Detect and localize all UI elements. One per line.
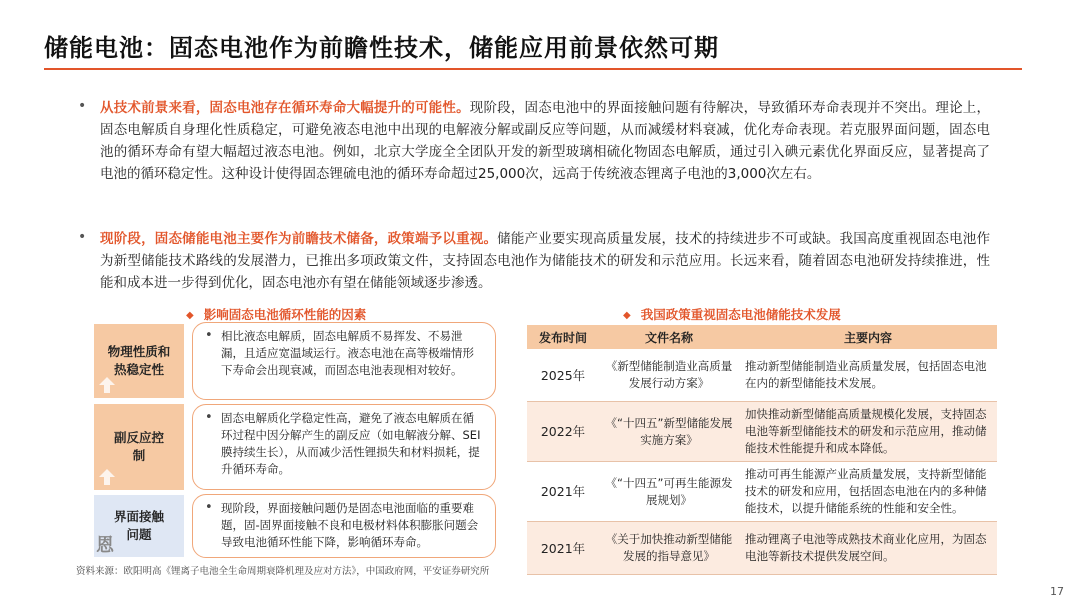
- table-row: 2021年 《“十四五”可再生能源发展规划》 推动可再生能源产业高质量发展，支持新型储能技术的研发和应用，包括固态电池在内的多种储能技术，以提升储能系统的性能和安全性。: [527, 462, 997, 522]
- right-section-title: ◆ 我国政策重视固态电池储能技术发展: [623, 307, 841, 322]
- paragraph-1-lead: 从技术前景来看，固态电池存在循环寿命大幅提升的可能性。: [100, 100, 470, 116]
- table-header: 文件名称: [599, 325, 739, 349]
- source-note: 资料来源：欧阳明高《锂离子电池全生命周期衰降机理及应对方法》，中国政府网，平安证券研究所: [76, 566, 490, 577]
- paragraph-1: [100, 97, 990, 185]
- factor-category-2: 副反应控制: [94, 404, 184, 490]
- factor-category-3: 界面接触问题 恩: [94, 495, 184, 557]
- title-divider: [44, 68, 1022, 70]
- table-row: 2021年 《关于加快推动新型储能发展的指导意见》 推动锂离子电池等成熟技术商业化应用，为固态电池等新技术提供发展空间。: [527, 522, 997, 575]
- diamond-icon: ◆: [623, 310, 631, 321]
- bullet-icon: •: [78, 229, 87, 245]
- bullet-icon: •: [78, 98, 87, 114]
- factor-description-2: • 固态电解质化学稳定性高，避免了液态电解质在循环过程中因分解产生的副反应（如电解液分解、SEI膜持续生长），从而减少活性锂损失和材料损耗，提升循环寿命。: [192, 404, 496, 490]
- policy-table: [527, 325, 997, 575]
- up-arrow-icon: [98, 376, 116, 394]
- table-row: 2025年 《新型储能制造业高质量发展行动方案》 推动新型储能制造业高质量发展，包括固态电池在内的新型储能技术发展。: [527, 349, 997, 402]
- diamond-icon: ◆: [186, 310, 194, 321]
- watermark-icon: 恩: [96, 535, 114, 556]
- page-number: 17: [1050, 585, 1064, 598]
- table-header: 发布时间: [527, 325, 599, 349]
- page-title: 储能电池：固态电池作为前瞻性技术，储能应用前景依然可期: [44, 34, 719, 62]
- table-header: 主要内容: [739, 325, 997, 349]
- table-row: 2022年 《“十四五”新型储能发展实施方案》 加快推动新型储能高质量规模化发展，支持固态电池等新型储能技术的研发和示范应用，推动储能技术性能提升和成本降低。: [527, 402, 997, 462]
- factor-description-3: • 现阶段，界面接触问题仍是固态电池面临的重要难题，固-固界面接触不良和电极材料体积膨胀问题会导致电池循环性能下降，影响循环寿命。: [192, 494, 496, 558]
- factor-description-1: • 相比液态电解质，固态电解质不易挥发、不易泄漏，且适应宽温域运行。液态电池在高等极端情形下寿命会出现衰减，而固态电池表现相对较好。: [192, 322, 496, 400]
- paragraph-2-body: 储能产业要实现高质量发展，技术的持续进步不可或缺。我国高度重视固态电池作为新型储能技术路线的发展潜力，已推出多项政策文件，支持固态电池作为储能技术的研发和示范应用。长远来看，随着固态电池研发持续推进，性能和成本进一步得到优化，固态电池亦有望在储能领域逐步渗透。: [100, 231, 991, 291]
- paragraph-2-lead: 现阶段，固态储能电池主要作为前瞻技术储备，政策端予以重视。: [100, 231, 498, 247]
- paragraph-2: [100, 228, 990, 294]
- up-arrow-icon: [98, 468, 116, 486]
- factor-category-1: 物理性质和热稳定性: [94, 324, 184, 398]
- paragraph-1-body: 现阶段，固态电池中的界面接触问题有待解决，导致循环寿命表现并不突出。理论上，固态电解质自身理化性质稳定，可避免液态电池中出现的电解液分解或副反应等问题，从而减缓材料衰减，优化寿命表现。若克服界面问题，固态电池的循环寿命有望大幅超过液态电池。例如，北京大学庞全全团队开发的新型玻璃相硫化物固态电解质，通过引入碘元素优化界面反应，显著提高了电池的循环稳定性。这种设计使得固态锂硫电池的循环寿命超过25,000次，远高于传统液态锂离子电池的3,000次左右。: [100, 100, 991, 182]
- left-section-title: ◆ 影响固态电池循环性能的因素: [186, 307, 367, 322]
